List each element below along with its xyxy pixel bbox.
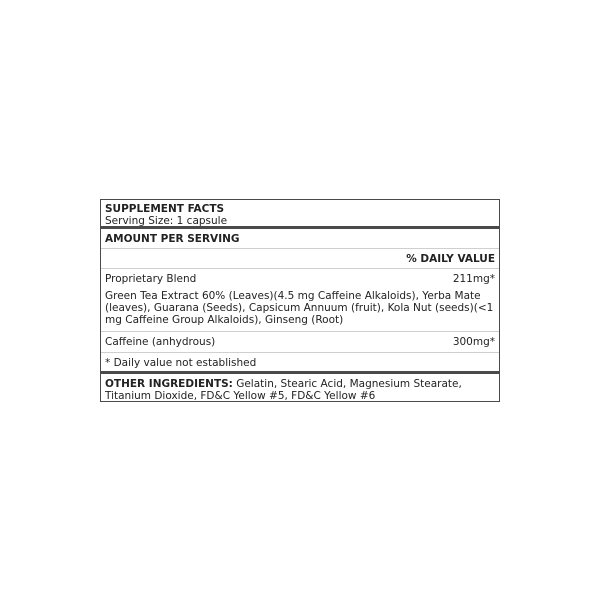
nutrient-name: Proprietary Blend [105,273,197,285]
proprietary-blend-description: Green Tea Extract 60% (Leaves)(4.5 mg Caffeine Alkaloids), Yerba Mate (leaves), Guarana (Seeds), Capsicum Annuum (fruit), Kola Nut (seeds)(<1 mg Caffeine Group Alkaloids), Ginseng (Root) [101,290,499,332]
other-ingredients-text: Gelatin, Stearic Acid, Magnesium Stearate, Titanium Dioxide, FD&C Yellow #5, FD&C Yellow #6 [105,378,462,402]
amount-per-serving-header: AMOUNT PER SERVING [101,229,499,249]
panel-title: SUPPLEMENT FACTS [105,203,225,215]
supplement-facts-panel [100,199,500,402]
nutrient-amount: 300mg* [452,336,495,348]
daily-value-header: % DAILY VALUE [101,249,499,269]
other-ingredients-label: OTHER INGREDIENTS: [105,378,233,390]
nutrient-name: Caffeine (anhydrous) [105,336,216,348]
footnote: * Daily value not established [101,353,499,374]
nutrient-amount: 211mg* [452,273,495,285]
serving-size: Serving Size: 1 capsule [105,215,228,227]
panel-header [101,200,499,229]
nutrient-row-proprietary-blend [101,269,499,290]
other-ingredients [101,374,499,402]
nutrient-row-caffeine [101,332,499,353]
